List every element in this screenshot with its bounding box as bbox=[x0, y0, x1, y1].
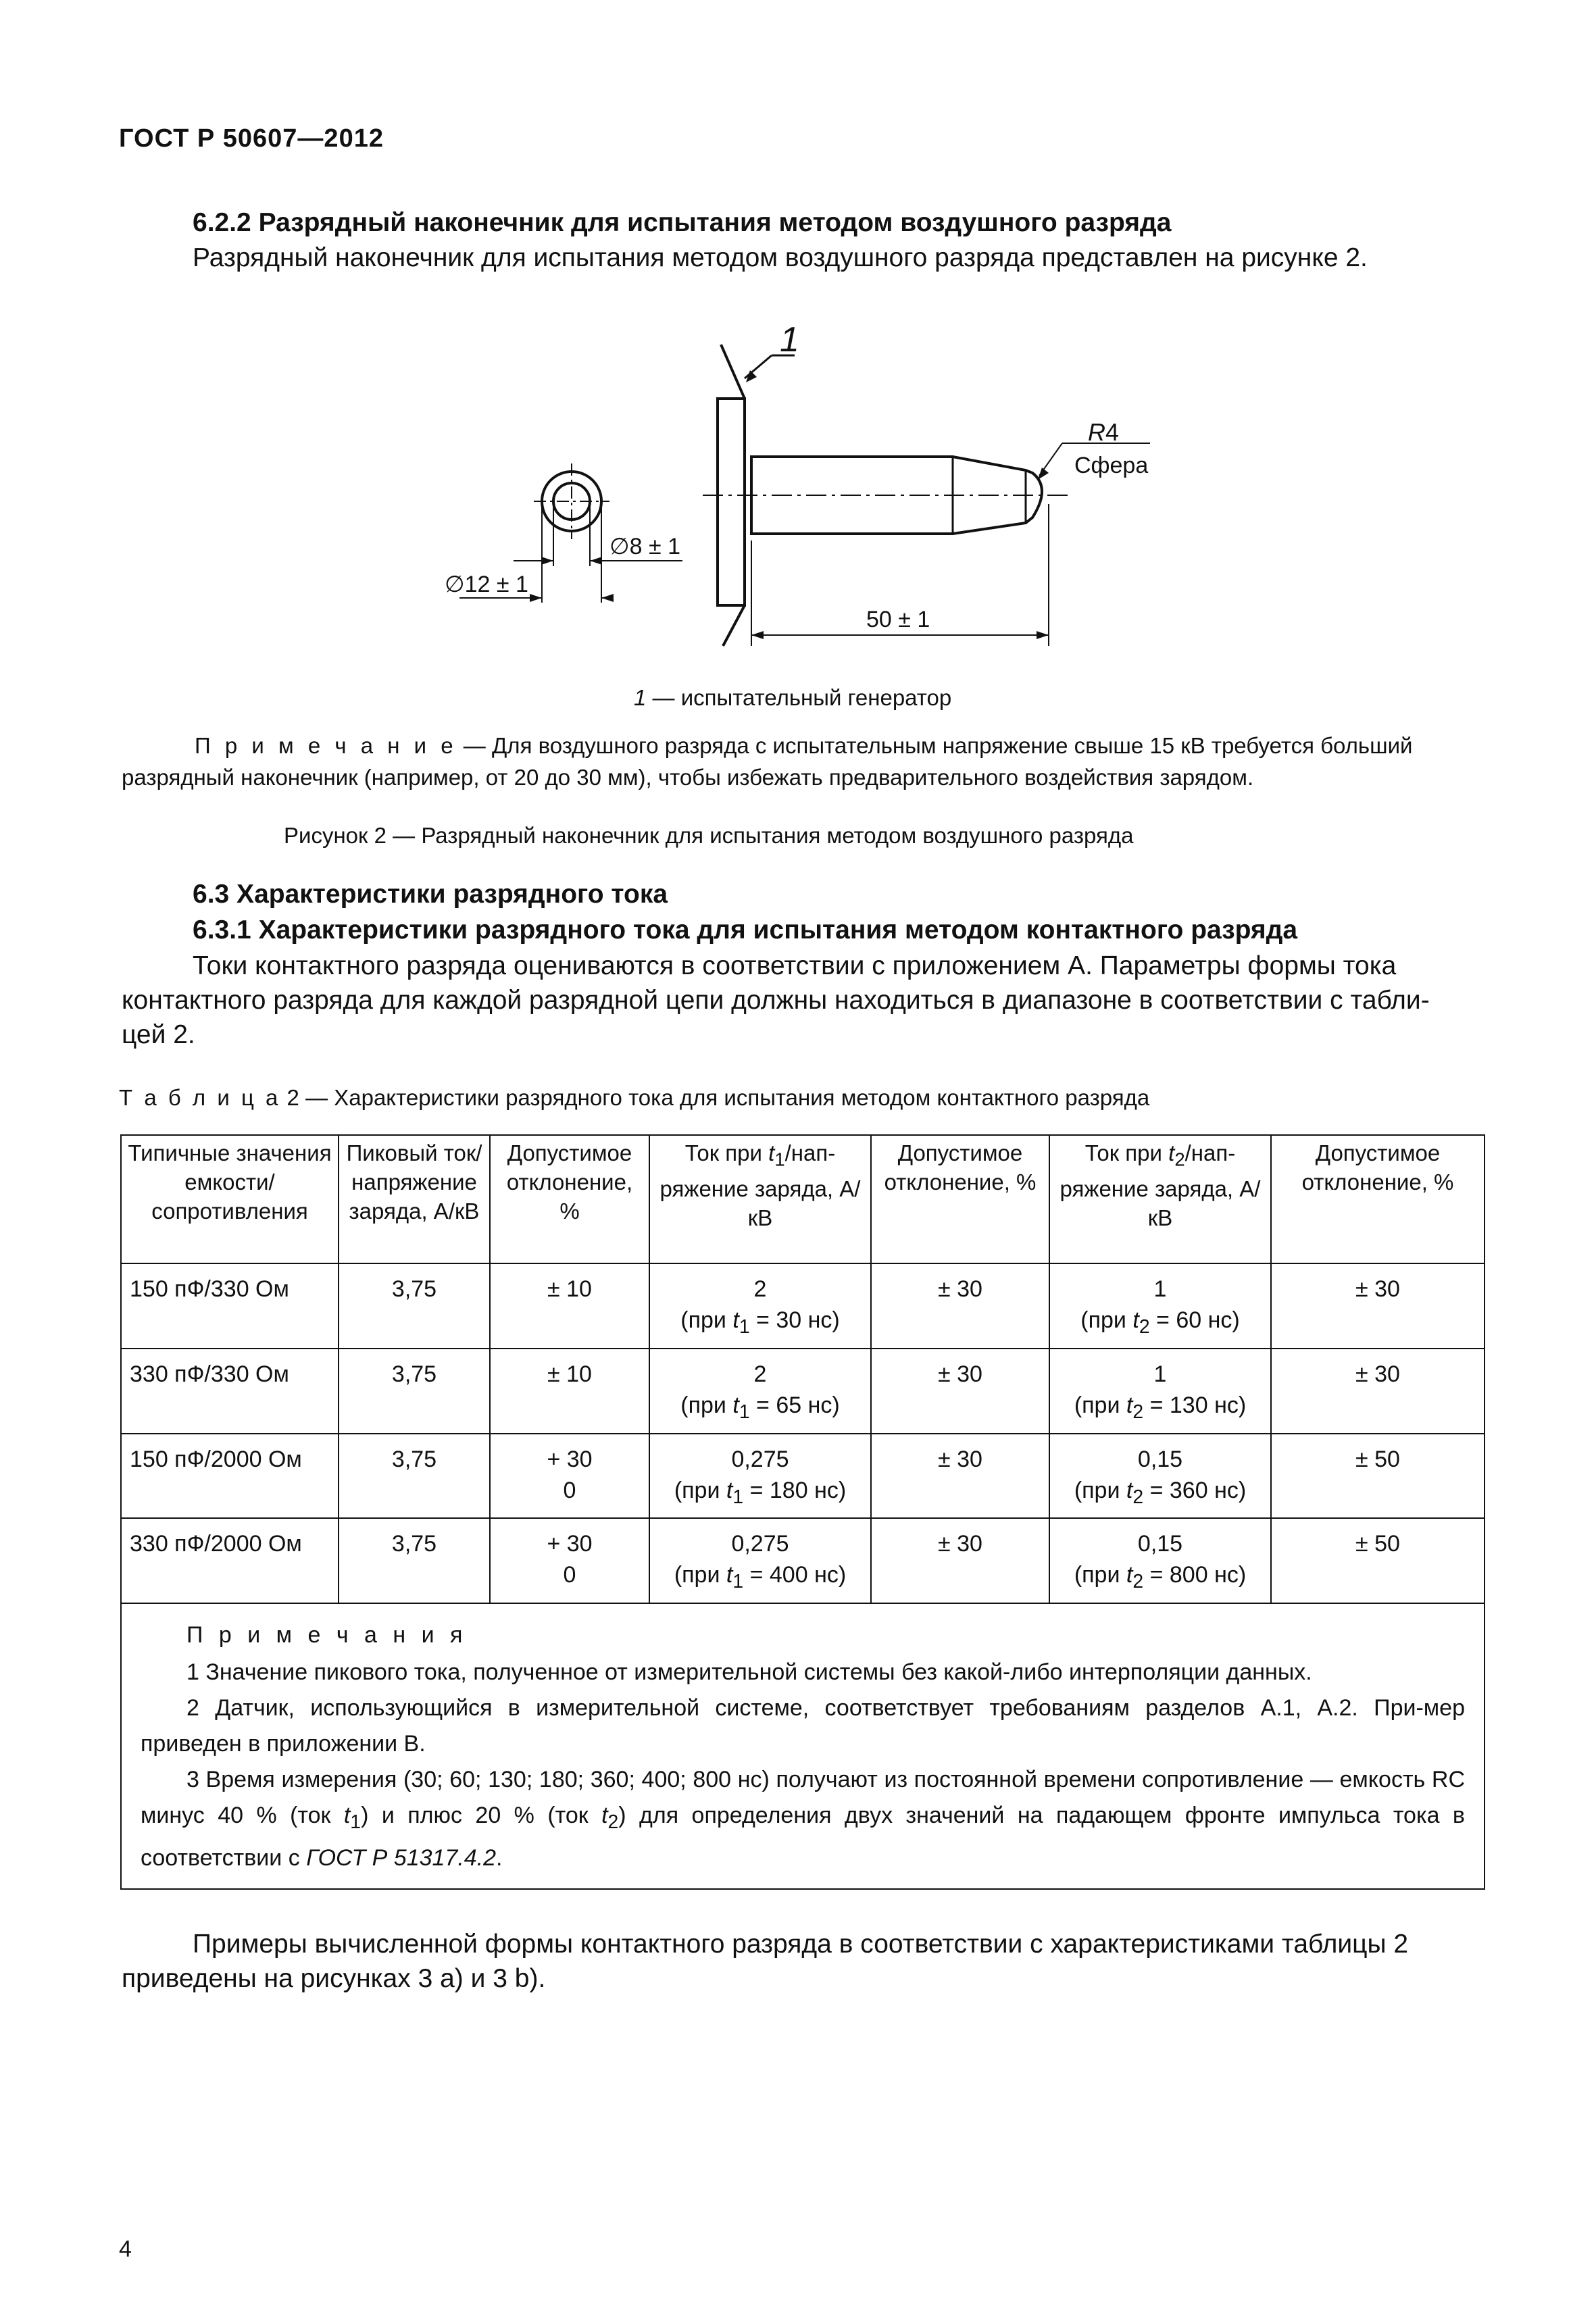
section-63-para-l1: Токи контактного разряда оцениваются в соответствии с приложением А. Параметры формы тока bbox=[193, 951, 1397, 980]
table-title: Т а б л и ц а 2 — Характеристики разрядного тока для испытания методом контактного разряда bbox=[119, 1085, 1150, 1110]
cell-peak: 3,75 bbox=[339, 1263, 490, 1349]
length-label: 50 ± 1 bbox=[866, 607, 930, 632]
header-current-t1: Ток при $t_1/нап$-ряжение заряда, А/кВ bbox=[649, 1135, 871, 1263]
sphere-label: Сфера bbox=[1074, 453, 1149, 478]
section-heading-6-2-2: 6.2.2 Разрядный наконечник для испытания методом воздушного разряда bbox=[193, 208, 1172, 237]
cell-tol1: ± 10 bbox=[490, 1349, 649, 1434]
table-notes-row bbox=[121, 1603, 1485, 1889]
header-tolerance-3: Допустимое отклонение, % bbox=[1271, 1135, 1485, 1263]
closing-line-1: Примеры вычисленной формы контактного разряда в соответствии с характеристиками таблицы 2 bbox=[193, 1930, 1409, 1959]
cell-tol2: ± 30 bbox=[871, 1434, 1049, 1519]
page-number: 4 bbox=[119, 2236, 132, 2262]
drawing-lines bbox=[459, 345, 1150, 646]
outer-diameter-label: ∅12 ± 1 bbox=[445, 572, 528, 597]
cell-tol1: ± 10 bbox=[490, 1263, 649, 1349]
section-heading-6-3-1: 6.3.1 Характеристики разрядного тока для испытания методом контактного разряда bbox=[193, 915, 1298, 945]
cell-tol3: ± 30 bbox=[1271, 1263, 1485, 1349]
callout-number: 1 bbox=[780, 320, 799, 359]
table-notes bbox=[121, 1603, 1485, 1889]
cell-tol2: ± 30 bbox=[871, 1518, 1049, 1603]
figure-legend: 1 — испытательный генератор bbox=[634, 685, 952, 710]
table-row bbox=[121, 1349, 1485, 1434]
section-heading-6-3: 6.3 Характеристики разрядного тока bbox=[193, 880, 668, 909]
cell-current-t1: 2 (при $t_1 = 30$ нс) bbox=[649, 1263, 871, 1349]
cell-current-t2: 1 (при $t_2 = 130$ нс) bbox=[1049, 1349, 1271, 1434]
cell-capacitance: 330 пФ/2000 Ом bbox=[121, 1518, 339, 1603]
figure-caption: Рисунок 2 — Разрядный наконечник для испытания методом воздушного разряда bbox=[284, 823, 1134, 848]
discharge-current-table bbox=[120, 1134, 1485, 1890]
cell-capacitance: 150 пФ/2000 Ом bbox=[121, 1434, 339, 1519]
section-text-6-2-2: Разрядный наконечник для испытания методом воздушного разряда представлен на рисунке 2. bbox=[193, 243, 1368, 272]
figure-note bbox=[195, 730, 1484, 761]
header-peak-current: Пиковый ток/ напряжение заряда, А/кВ bbox=[339, 1135, 490, 1263]
header-current-t2: Ток при $t_2/нап$-ряжение заряда, А/кВ bbox=[1049, 1135, 1271, 1263]
cell-current-t2: 0,15 (при $t_2 = 800$ нс) bbox=[1049, 1518, 1271, 1603]
cell-current-t2: 1 (при $t_2 = 60$ нс) bbox=[1049, 1263, 1271, 1349]
cell-tol3: ± 50 bbox=[1271, 1518, 1485, 1603]
table-row bbox=[121, 1263, 1485, 1349]
header-tolerance-2: Допустимое отклонение, % bbox=[871, 1135, 1049, 1263]
cell-tol1: + 30 0 bbox=[490, 1518, 649, 1603]
cell-current-t1: 2 (при $t_1 = 65$ нс) bbox=[649, 1349, 871, 1434]
cell-tol1: + 30 0 bbox=[490, 1434, 649, 1519]
note-2: 2 Датчик, использующийся в измерительной системе, соответствует требованиям разделов А.1, А.2. При-мер приведен в приложении В. bbox=[141, 1695, 1465, 1757]
table-row bbox=[121, 1434, 1485, 1519]
cell-tol3: ± 30 bbox=[1271, 1349, 1485, 1434]
cell-peak: 3,75 bbox=[339, 1518, 490, 1603]
table-header-row bbox=[121, 1135, 1485, 1263]
section-63-para-l3: цей 2. bbox=[122, 1020, 195, 1049]
cell-capacitance: 330 пФ/330 Ом bbox=[121, 1349, 339, 1434]
closing-line-2: приведены на рисунках 3 а) и 3 b). bbox=[122, 1964, 546, 1993]
figure-note-cont: разрядный наконечник (например, от 20 до 30 мм), чтобы избежать предварительного воздействия зарядом. bbox=[122, 765, 1254, 790]
inner-diameter-label: ∅8 ± 1 bbox=[609, 534, 680, 559]
header-tolerance-1: Допустимое отклонение, % bbox=[490, 1135, 649, 1263]
note-1: 1 Значение пикового тока, полученное от измерительной системы без какой-либо интерполяции данных. bbox=[186, 1659, 1312, 1686]
radius-label: R4 bbox=[1088, 418, 1120, 446]
table-row bbox=[121, 1518, 1485, 1603]
cell-capacitance: 150 пФ/330 Ом bbox=[121, 1263, 339, 1349]
notes-heading: П р и м е ч а н и я bbox=[186, 1622, 468, 1649]
cell-current-t1: 0,275 (при $t_1 = 180$ нс) bbox=[649, 1434, 871, 1519]
figure-note-text: — Для воздушного разряда с испытательным напряжение свыше 15 кВ требуется больший bbox=[457, 733, 1413, 758]
discharge-tip-drawing bbox=[419, 311, 1169, 662]
document-code: ГОСТ Р 50607—2012 bbox=[119, 124, 384, 153]
header-capacitance: Типичные значения емкости/ сопротивления bbox=[121, 1135, 339, 1263]
figure-note-label: П р и м е ч а н и е bbox=[195, 733, 457, 758]
note-3: 3 Время измерения (30; 60; 130; 180; 360; 400; 800 нс) получают из постоянной времени сопротивление — емкость RC минус 40 % (ток $t_1$) и плюс 20 % (ток $t_2$) для определения двух значений на падающем фронте импульса тока в соответствии с ГОСТ Р 51317.4.2. bbox=[141, 1767, 1465, 1871]
cell-peak: 3,75 bbox=[339, 1434, 490, 1519]
cell-current-t1: 0,275 (при $t_1 = 400$ нс) bbox=[649, 1518, 871, 1603]
cell-tol3: ± 50 bbox=[1271, 1434, 1485, 1519]
cell-peak: 3,75 bbox=[339, 1349, 490, 1434]
cell-tol2: ± 30 bbox=[871, 1349, 1049, 1434]
cell-tol2: ± 30 bbox=[871, 1263, 1049, 1349]
section-63-para-l2: контактного разряда для каждой разрядной цепи должны находиться в диапазоне в соответствии с табли- bbox=[122, 986, 1430, 1015]
cell-current-t2: 0,15 (при $t_2 = 360$ нс) bbox=[1049, 1434, 1271, 1519]
